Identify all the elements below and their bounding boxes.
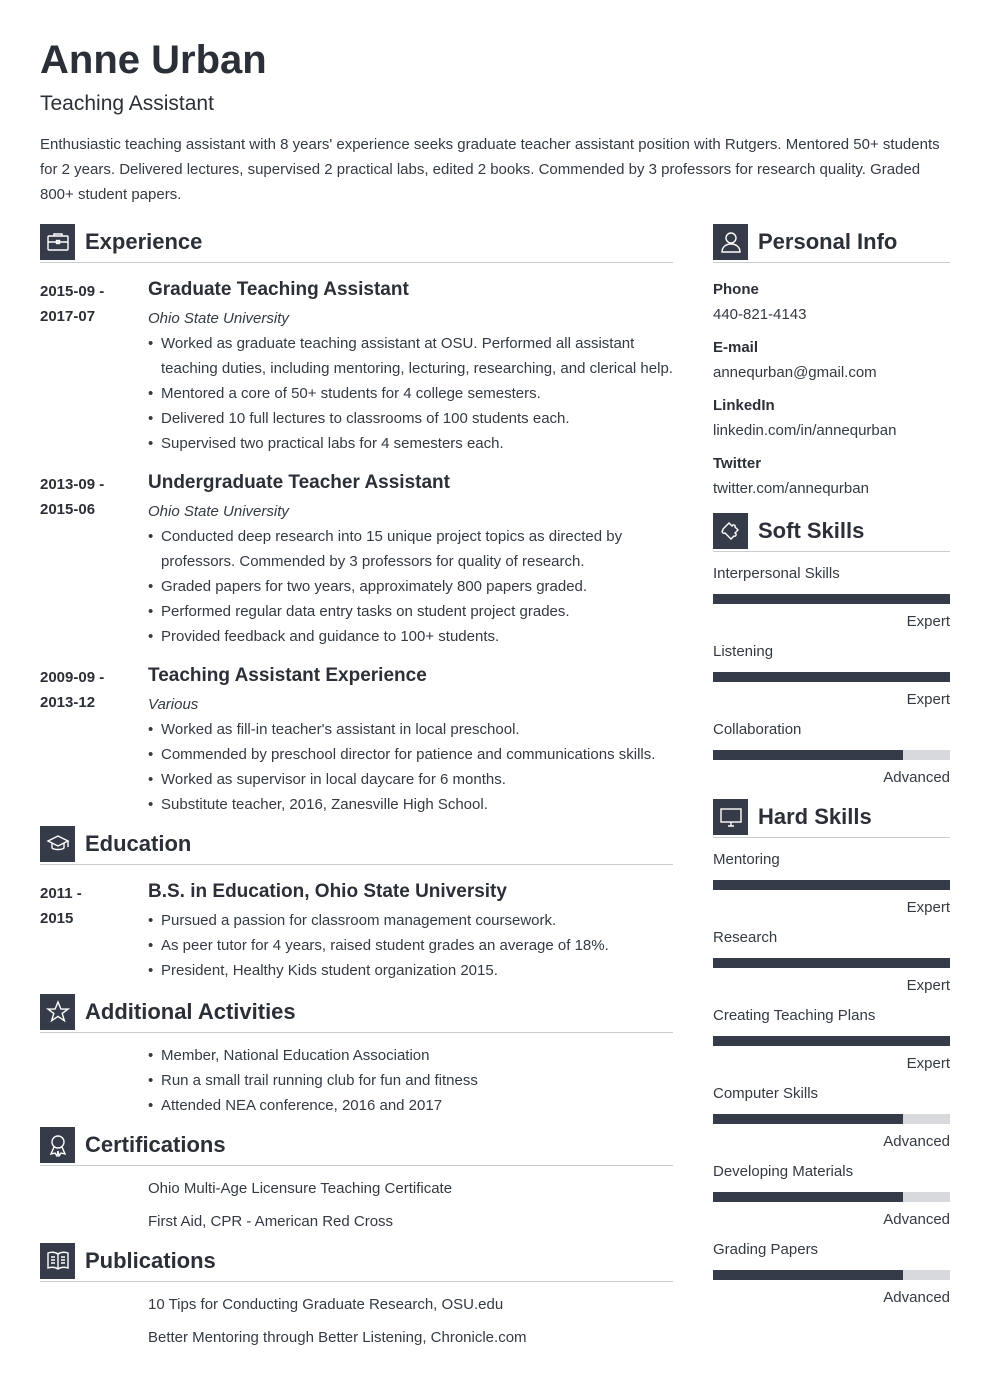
skill-level: Expert (906, 1055, 950, 1072)
linkedin-value: linkedin.com/in/annequrban (713, 422, 897, 439)
experience-header (40, 227, 673, 263)
list-item: Ohio Multi-Age Licensure Teaching Certificate (148, 1180, 453, 1197)
skill-item (713, 1006, 950, 1074)
list-item: • Attended NEA conference, 2016 and 2017 (148, 1093, 673, 1118)
organization: Ohio State University (148, 310, 289, 327)
skill-item (713, 1162, 950, 1230)
certifications-header (40, 1130, 673, 1166)
skill-bar-fill (713, 1192, 903, 1202)
date-end: 2015 (40, 910, 74, 927)
date-start: 2015-09 - (40, 283, 105, 300)
personal-info-header (713, 227, 950, 263)
skill-bar-fill (713, 750, 903, 760)
phone-label: Phone (713, 281, 759, 298)
skill-item (713, 928, 950, 996)
list-item: • President, Healthy Kids student organization 2015. (148, 958, 673, 983)
entry-body (148, 881, 673, 983)
skill-name: Mentoring (713, 851, 780, 868)
email-label: E-mail (713, 339, 759, 356)
award-icon (40, 1127, 75, 1163)
soft-skills-header (713, 516, 950, 552)
experience-entry (40, 665, 673, 817)
skill-bar-fill (713, 958, 950, 968)
skill-bar (713, 1192, 950, 1202)
skill-bar (713, 880, 950, 890)
list-item: • Worked as graduate teaching assistant at OSU. Performed all assistant teaching duties, including mentoring, lecturing, researching, and clerical help. (148, 331, 673, 381)
skill-level: Advanced (883, 1133, 950, 1150)
list-item: • Performed regular data entry tasks on student project grades. (148, 599, 673, 624)
certifications-title: Certifications (85, 1132, 226, 1157)
skill-bar (713, 958, 950, 968)
education-title: Education (85, 831, 192, 856)
skill-bar-fill (713, 672, 950, 682)
list-item: • Delivered 10 full lectures to classrooms of 100 students each. (148, 406, 673, 431)
twitter-label: Twitter (713, 455, 762, 472)
date-end: 2017-07 (40, 308, 96, 325)
skill-item (713, 850, 950, 918)
bullet-list (148, 524, 673, 649)
publications-list (148, 1292, 673, 1350)
entry-date (40, 881, 148, 983)
summary-text: Enthusiastic teaching assistant with 8 years' experience seeks graduate teacher assistant position with Rutgers. Mentored 50+ students for 2 years. Delivered lectures, supervised 2 practical labs, edited 2 books. Commended by 3 professors for research quality. Graded 800+ student papers. (40, 136, 940, 203)
list-item: • Commended by preschool director for patience and communications skills. (148, 742, 673, 767)
skill-name: Computer Skills (713, 1085, 819, 1102)
date-end: 2015-06 (40, 501, 96, 518)
job-title: Undergraduate Teacher Assistant (148, 472, 450, 493)
list-item: • Worked as supervisor in local daycare for 6 months. (148, 767, 673, 792)
skill-level: Expert (906, 977, 950, 994)
skill-level: Expert (906, 613, 950, 630)
publications-title: Publications (85, 1248, 216, 1273)
list-item: First Aid, CPR - American Red Cross (148, 1213, 394, 1230)
list-item: • Graded papers for two years, approximately 800 papers graded. (148, 574, 673, 599)
phone-value: 440-821-4143 (713, 306, 807, 323)
list-item: • Worked as fill-in teacher's assistant in local preschool. (148, 717, 673, 742)
skill-bar-fill (713, 1270, 903, 1280)
skill-bar (713, 1036, 950, 1046)
skill-level: Advanced (883, 769, 950, 786)
graduation-cap-icon (40, 826, 75, 862)
skill-bar-fill (713, 880, 950, 890)
left-column (40, 227, 673, 1350)
date-start: 2011 - (40, 885, 82, 902)
publications-header (40, 1246, 673, 1282)
email-value: annequrban@gmail.com (713, 364, 877, 381)
entry-body (148, 472, 673, 649)
list-item: 10 Tips for Conducting Graduate Research, OSU.edu (148, 1296, 504, 1313)
skill-level: Advanced (883, 1211, 950, 1228)
skill-bar-fill (713, 1114, 903, 1124)
education-entry (40, 881, 673, 983)
skill-item (713, 1240, 950, 1308)
activities-header (40, 997, 673, 1033)
experience-entry (40, 472, 673, 649)
degree-title: B.S. in Education, Ohio State University (148, 881, 507, 902)
organization: Various (148, 696, 199, 713)
list-item: Better Mentoring through Better Listening, Chronicle.com (148, 1329, 527, 1346)
activities-title: Additional Activities (85, 999, 296, 1024)
hard-skills-list (713, 850, 950, 1308)
bullet-list (148, 331, 673, 456)
bullet-list (148, 908, 673, 983)
entry-date (40, 279, 148, 456)
entry-date (40, 665, 148, 817)
skill-bar (713, 1114, 950, 1124)
list-item: • Substitute teacher, 2016, Zanesville High School. (148, 792, 673, 817)
skill-bar-fill (713, 1036, 950, 1046)
skill-bar (713, 594, 950, 604)
candidate-title: Teaching Assistant (40, 92, 214, 115)
list-item: • Pursued a passion for classroom management coursework. (148, 908, 673, 933)
skill-item (713, 564, 950, 632)
monitor-icon (713, 799, 748, 835)
skill-name: Developing Materials (713, 1163, 854, 1180)
skill-level: Expert (906, 691, 950, 708)
linkedin-label: LinkedIn (713, 397, 775, 414)
hard-skills-header (713, 802, 950, 838)
skill-name: Listening (713, 643, 774, 660)
experience-entry (40, 279, 673, 456)
organization: Ohio State University (148, 503, 289, 520)
certifications-list (148, 1176, 673, 1234)
skill-name: Collaboration (713, 721, 802, 738)
bullet-list (148, 717, 673, 817)
briefcase-icon (40, 224, 75, 260)
job-title: Graduate Teaching Assistant (148, 279, 409, 300)
list-item: • As peer tutor for 4 years, raised student grades an average of 18%. (148, 933, 673, 958)
experience-title: Experience (85, 229, 203, 254)
hard-skills-title: Hard Skills (758, 804, 872, 829)
personal-info-title: Personal Info (758, 229, 898, 254)
list-item: • Member, National Education Association (148, 1043, 673, 1068)
date-start: 2009-09 - (40, 669, 105, 686)
puzzle-icon (713, 513, 748, 549)
skill-name: Research (713, 929, 778, 946)
education-header (40, 829, 673, 865)
book-icon (40, 1243, 75, 1279)
candidate-name: Anne Urban (40, 38, 267, 82)
list-item: • Mentored a core of 50+ students for 4 college semesters. (148, 381, 673, 406)
skill-name: Grading Papers (713, 1241, 819, 1258)
skill-item (713, 1084, 950, 1152)
skill-name: Interpersonal Skills (713, 565, 840, 582)
skill-bar-fill (713, 594, 950, 604)
list-item: • Provided feedback and guidance to 100+ students. (148, 624, 673, 649)
skill-item (713, 720, 950, 788)
star-icon (40, 994, 75, 1030)
soft-skills-title: Soft Skills (758, 518, 865, 543)
list-item: • Supervised two practical labs for 4 semesters each. (148, 431, 673, 456)
date-start: 2013-09 - (40, 476, 105, 493)
list-item: • Conducted deep research into 15 unique project topics as directed by professors. Commended by 3 professors for quality of research. (148, 524, 673, 574)
entry-date (40, 472, 148, 649)
date-end: 2013-12 (40, 694, 96, 711)
job-title: Teaching Assistant Experience (148, 665, 427, 686)
list-item: • Run a small trail running club for fun and fitness (148, 1068, 673, 1093)
right-column (713, 227, 950, 1308)
skill-item (713, 642, 950, 710)
skill-bar (713, 672, 950, 682)
skill-bar (713, 750, 950, 760)
person-icon (713, 224, 748, 260)
soft-skills-list (713, 564, 950, 788)
skill-name: Creating Teaching Plans (713, 1007, 876, 1024)
entry-body (148, 279, 673, 456)
entry-body (148, 665, 673, 817)
skill-level: Advanced (883, 1289, 950, 1306)
twitter-value: twitter.com/annequrban (713, 480, 869, 497)
activities-list (148, 1043, 673, 1118)
skill-bar (713, 1270, 950, 1280)
skill-level: Expert (906, 899, 950, 916)
personal-info-fields (713, 277, 950, 501)
